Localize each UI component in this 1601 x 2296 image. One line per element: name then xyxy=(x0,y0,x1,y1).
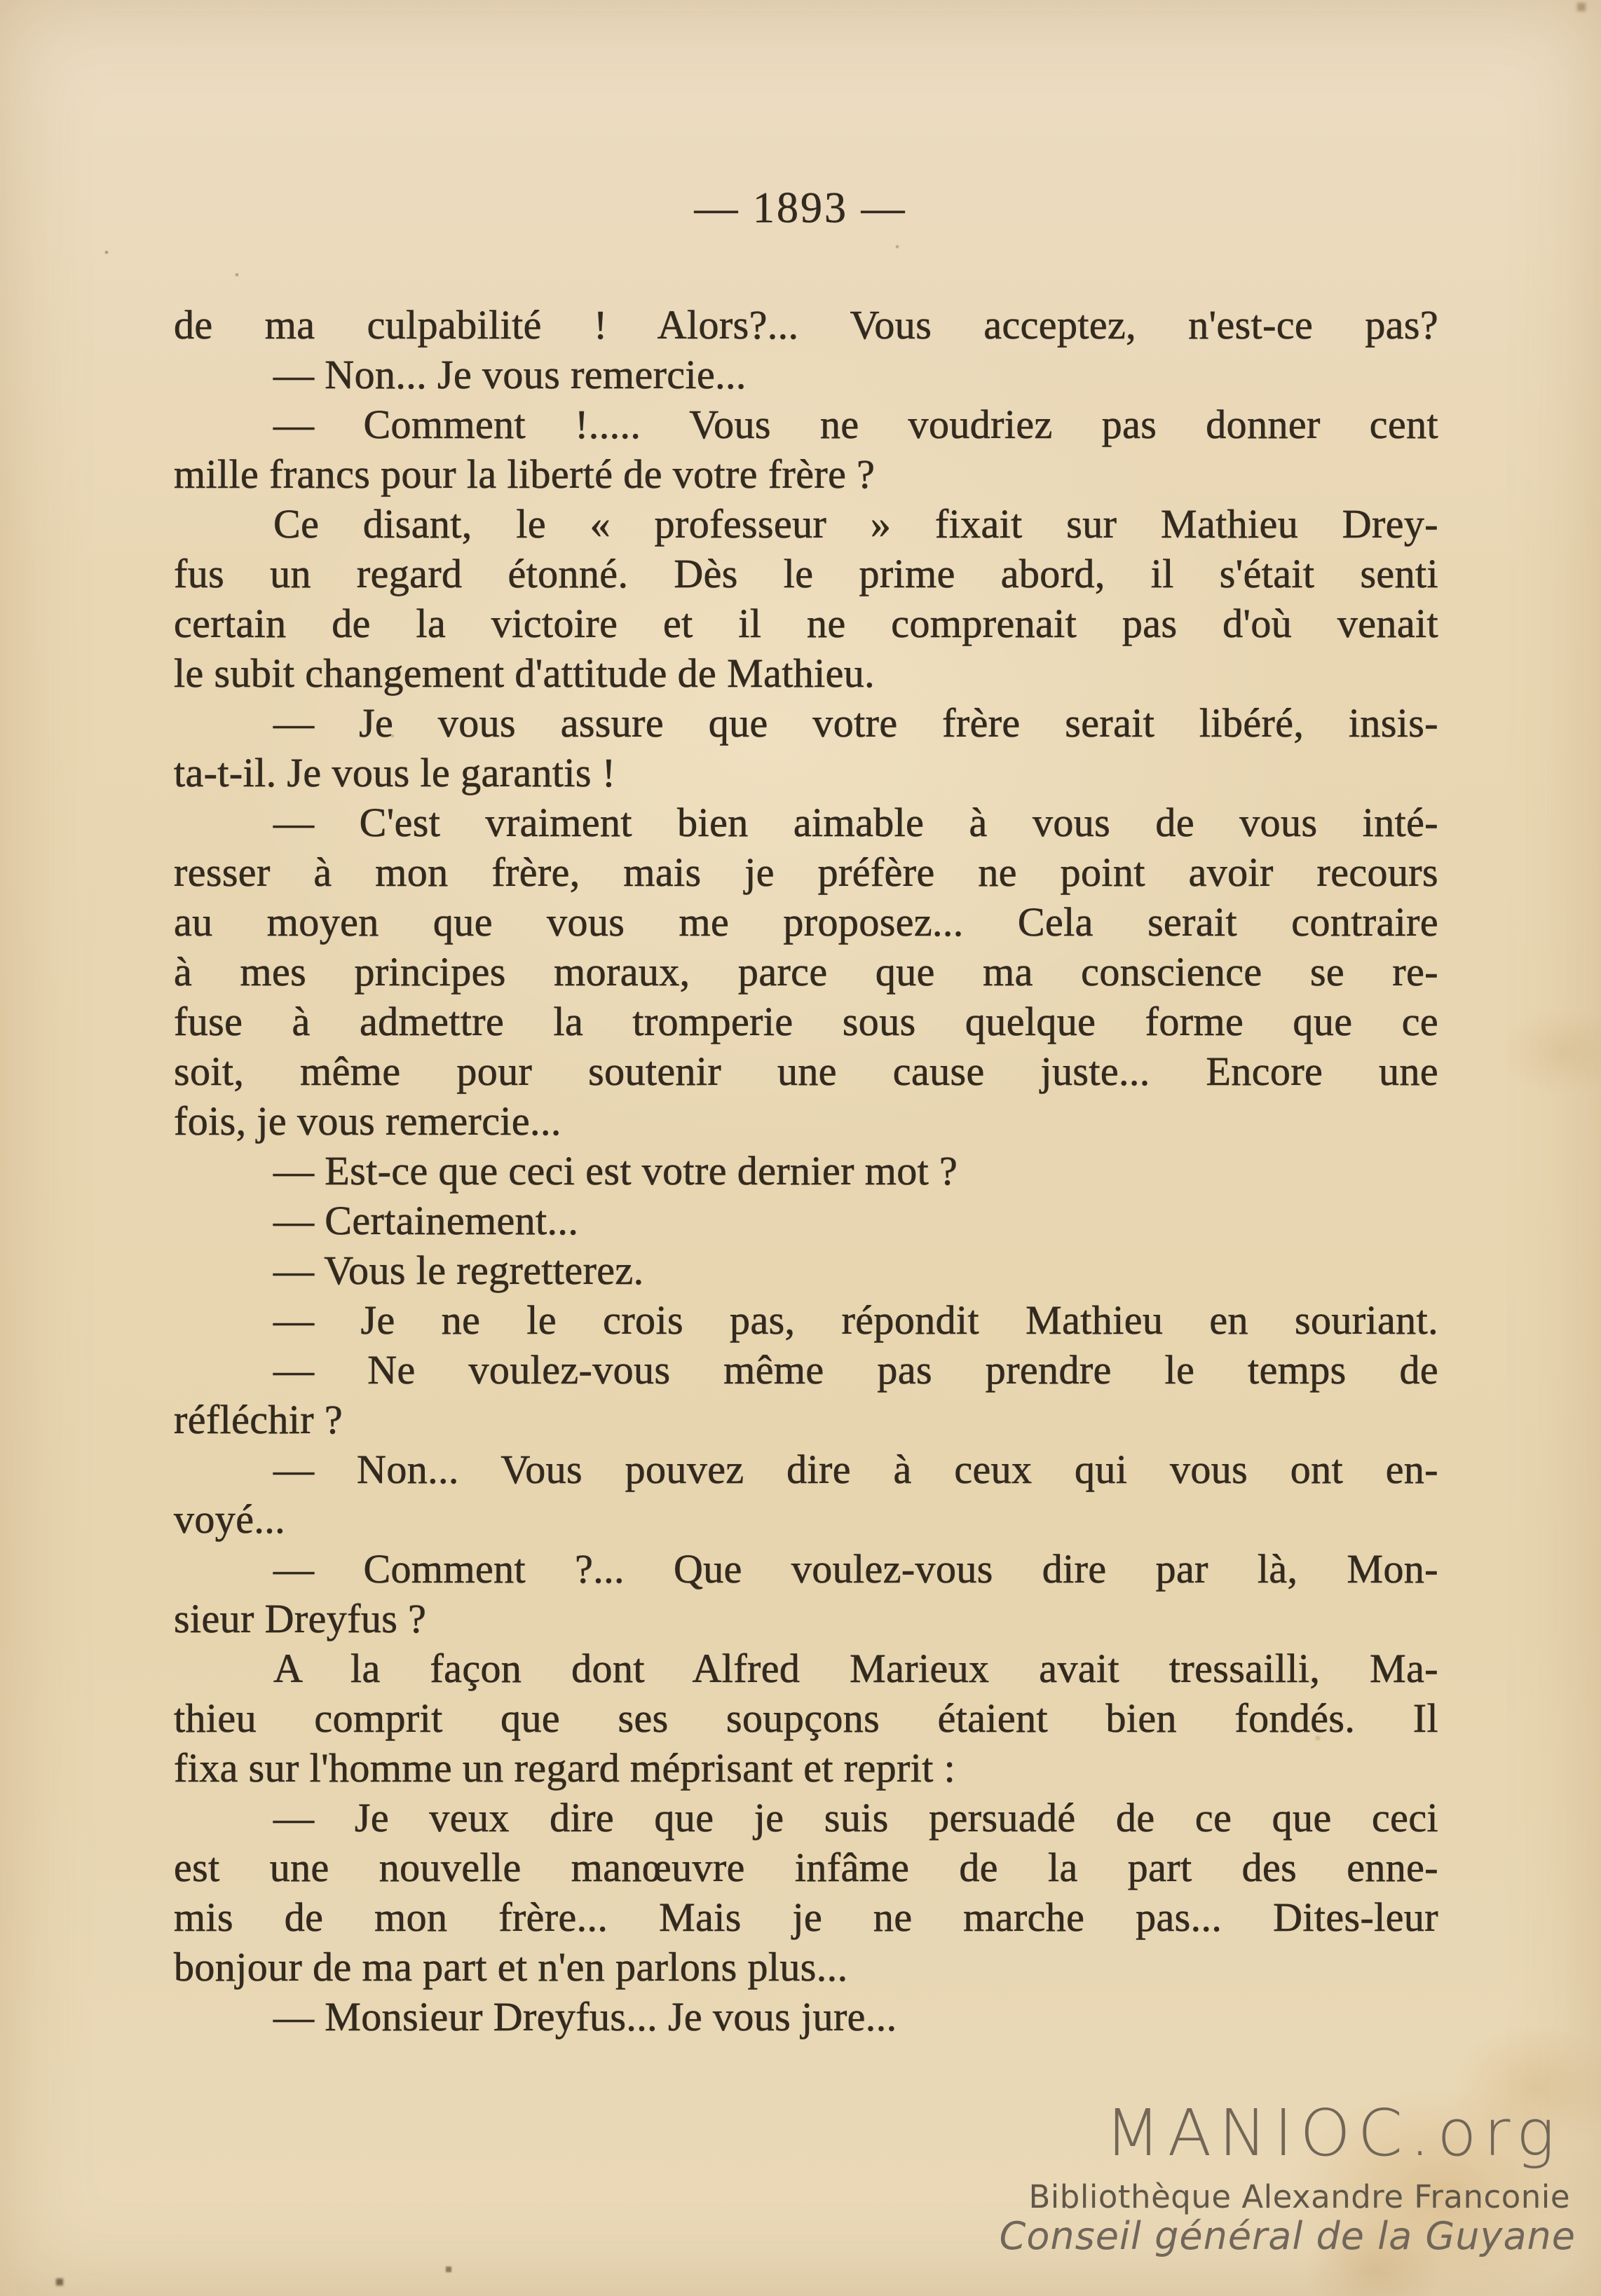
text-line: thieu comprit que ses soupçons étaient bien fondés. Il xyxy=(174,1695,1438,1741)
text-line: — Je ne le crois pas, répondit Mathieu en souriant. xyxy=(273,1297,1438,1343)
text-line: — Ne voulez-vous même pas prendre le temps de xyxy=(273,1347,1438,1393)
text-line: fuse à admettre la tromperie sous quelque forme que ce xyxy=(174,999,1438,1044)
text-line: — Non... Je vous remercie... xyxy=(273,352,747,397)
text-line: — C'est vraiment bien aimable à vous de vous inté- xyxy=(273,800,1438,845)
text-line: — Monsieur Dreyfus... Je vous jure... xyxy=(273,1994,897,2039)
text-line: fois, je vous remercie... xyxy=(174,1098,561,1144)
watermark-library-name: Bibliothèque Alexandre Franconie xyxy=(1028,2178,1570,2215)
text-line: — Certainement... xyxy=(273,1198,579,1243)
text-line: mis de mon frère... Mais je ne marche pas... Dites-leur xyxy=(174,1894,1438,1940)
text-line: Ce disant, le « professeur » fixait sur Mathieu Drey- xyxy=(273,501,1438,547)
text-line: de ma culpabilité ! Alors?... Vous acceptez, n'est-ce pas? xyxy=(174,302,1438,348)
watermark-council-name: Conseil général de la Guyane xyxy=(999,2214,1576,2258)
text-line: fus un regard étonné. Dès le prime abord, il s'était senti xyxy=(174,551,1438,596)
text-line: — Je vous assure que votre frère serait libéré, insis- xyxy=(273,700,1438,746)
text-line: — Comment !..... Vous ne voudriez pas donner cent xyxy=(273,402,1438,447)
body-text xyxy=(174,300,1438,2042)
text-line: resser à mon frère, mais je préfère ne point avoir recours xyxy=(174,849,1438,895)
text-line: — Non... Vous pouvez dire à ceux qui vous ont en- xyxy=(273,1447,1438,1492)
text-line: ta-t-il. Je vous le garantis ! xyxy=(174,750,616,795)
text-line: est une nouvelle manœuvre infâme de la part des enne- xyxy=(174,1845,1438,1890)
text-line: — Je veux dire que je suis persuadé de ce que ceci xyxy=(273,1795,1438,1840)
text-line: réfléchir ? xyxy=(174,1397,343,1442)
text-line: — Vous le regretterez. xyxy=(273,1248,644,1293)
manioc-logo: MANIOC.org xyxy=(1105,2096,1562,2171)
text-line: à mes principes moraux, parce que ma conscience se re- xyxy=(174,949,1438,995)
text-line: sieur Dreyfus ? xyxy=(174,1596,427,1641)
text-line: soit, même pour soutenir une cause juste... Encore une xyxy=(174,1048,1438,1094)
text-line: au moyen que vous me proposez... Cela serait contraire xyxy=(174,899,1438,945)
text-line: fixa sur l'homme un regard méprisant et reprit : xyxy=(174,1745,956,1791)
text-line: mille francs pour la liberté de votre frère ? xyxy=(174,451,876,497)
text-line: certain de la victoire et il ne comprenait pas d'où venait xyxy=(174,601,1438,646)
text-line: — Est-ce que ceci est votre dernier mot ? xyxy=(273,1148,958,1194)
text-line: A la façon dont Alfred Marieux avait tressailli, Ma- xyxy=(273,1646,1438,1691)
page-header-year: — 1893 — xyxy=(694,184,907,232)
text-line: — Comment ?... Que voulez-vous dire par là, Mon- xyxy=(273,1546,1438,1592)
text-line: le subit changement d'attitude de Mathieu. xyxy=(174,650,876,696)
text-line: voyé... xyxy=(174,1496,286,1542)
text-line: bonjour de ma part et n'en parlons plus... xyxy=(174,1944,848,1990)
